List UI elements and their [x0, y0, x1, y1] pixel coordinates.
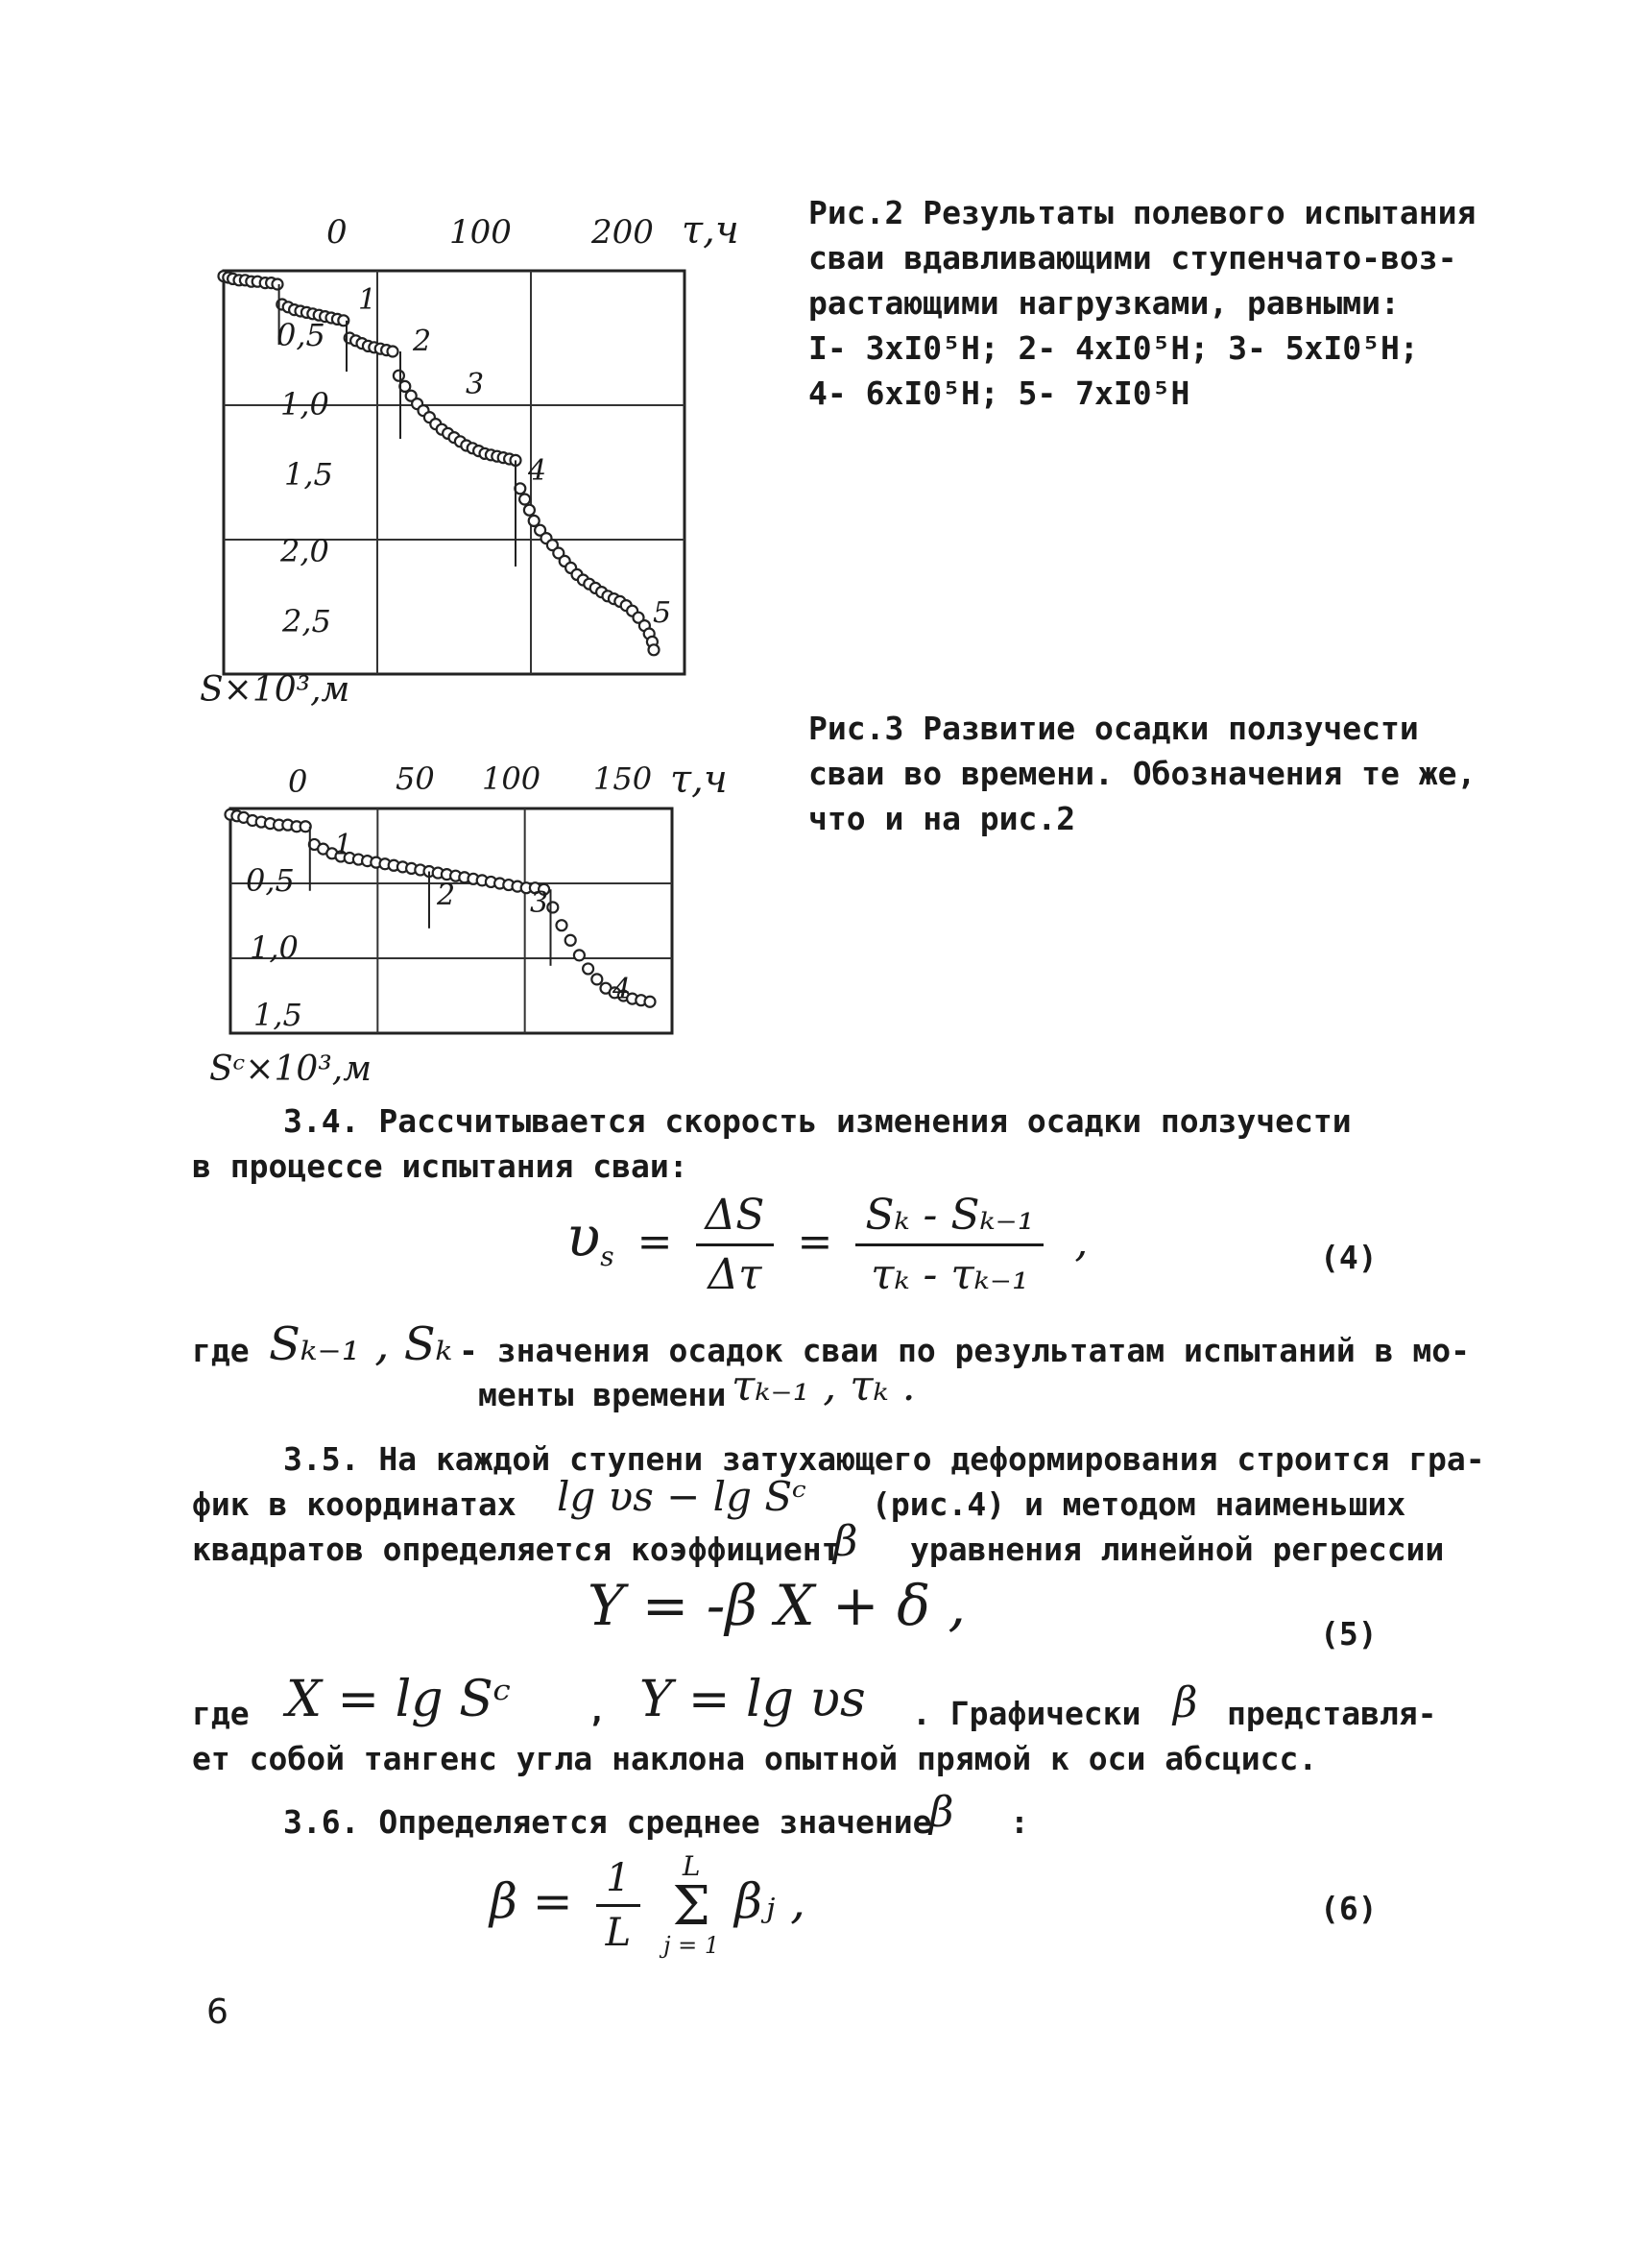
section-3-4-line-2: в процессе испытания сваи: — [192, 1147, 688, 1185]
equation-6-number: (6) — [1320, 1890, 1378, 1927]
figure-2-y-tick: 1,0 — [280, 386, 329, 422]
figure-3-data-point — [557, 920, 567, 930]
figure-2-y-tick: 2,0 — [280, 533, 329, 569]
figure-2-data-point — [519, 495, 530, 505]
where-4-symbols: Sₖ₋₁ , Sₖ — [269, 1317, 453, 1371]
figure-3-x-tick: 0 — [288, 763, 308, 800]
figure-3-data-point — [583, 963, 593, 974]
equation-5-number: (5) — [1320, 1615, 1378, 1653]
equation-4: $\upsilon_s$ = $\frac{\Delta S}{\Delta\tau}$ = $\frac{\text{Sₖ - Sₖ₋₁}}{\text{τₖ - τₖ₋₁}}$ , — [566, 1191, 1089, 1299]
section-3-5-line-2a: фик в координатах — [192, 1485, 516, 1523]
figure-2-x-tick: 0 — [326, 213, 348, 252]
section-3-5-coords: lg υs − lg Sᶜ — [557, 1473, 806, 1520]
eq6-sum-top: L — [682, 1850, 701, 1882]
figure-3-data-point — [565, 935, 576, 946]
where-5-text-a: . Графически — [912, 1695, 1141, 1732]
eq6-lhs: β = — [490, 1873, 573, 1929]
figure-2-data-point — [524, 505, 535, 516]
figure-3-y-axis-label: Sᶜ×10³,м — [209, 1050, 372, 1089]
section-3-6-beta: β — [929, 1788, 954, 1837]
figure-3-data-point — [591, 974, 602, 984]
caption-line: что и на рис.2 — [808, 800, 1076, 837]
caption-line: сваи вдавливающими ступенчато-воз- — [808, 239, 1457, 277]
figure-2-y-tick: 2,5 — [282, 603, 331, 639]
section-3-5-last-line: ет собой тангенс угла наклона опытной прямой к оси абсцисс. — [192, 1740, 1318, 1777]
eq4-den-1: Δτ — [708, 1250, 762, 1299]
eq4-den-2: τₖ - τₖ₋₁ — [871, 1250, 1029, 1299]
eq4-lhs: υ — [566, 1204, 601, 1269]
figure-3-caption — [808, 706, 1476, 841]
figure-3-y-tick: 1,0 — [250, 929, 299, 966]
caption-line: Рис.3 Развитие осадки ползучести — [808, 710, 1419, 747]
figure-2-x-tick: 100 — [449, 213, 512, 252]
where-5-y: Y = lg υs — [639, 1671, 866, 1728]
eq6-sum-sign: Σ — [672, 1875, 710, 1938]
figure-2-y-tick: 0,5 — [276, 317, 325, 353]
eq4-tail: , — [1074, 1218, 1089, 1267]
figure-3-x-axis-label: τ,ч — [670, 758, 728, 802]
figure-2-data-point — [394, 371, 404, 381]
eq4-num-1: ΔS — [696, 1191, 775, 1246]
figure-2-data-point — [649, 644, 660, 655]
where-5-beta: β — [1173, 1678, 1198, 1727]
figure-2-data-point — [273, 279, 283, 290]
figure-3-stage-label: 3 — [530, 886, 549, 920]
section-3-5-line-3b: уравнения линейной регрессии — [910, 1531, 1445, 1568]
figure-2-y-tick: 1,5 — [284, 456, 333, 493]
figure-3-x-tick: 100 — [482, 760, 541, 797]
caption-line: сваи во времени. Обозначения те же, — [808, 755, 1477, 792]
figure-2-stage-label: 3 — [466, 368, 485, 401]
eq4-fraction-1 — [696, 1191, 775, 1299]
eq6-den: L — [605, 1910, 632, 1955]
section-3-6-line-1a: 3.6. Определяется среднее значение — [283, 1803, 932, 1841]
figure-2-stage-label: 2 — [413, 325, 432, 358]
figure-3-data-point — [574, 950, 585, 960]
figure-2-data-point — [388, 347, 398, 357]
where-5-sep: , — [588, 1692, 607, 1729]
section-3-6-colon: : — [1010, 1803, 1029, 1841]
page-number: 6 — [206, 1992, 228, 2032]
caption-line: I- 3xI0⁵H; 2- 4xI0⁵H; 3- 5xI0⁵H; — [808, 329, 1419, 367]
figure-3-y-tick: 1,5 — [253, 997, 302, 1033]
equation-4-number: (4) — [1320, 1239, 1378, 1276]
section-3-5-line-2b: (рис.4) и методом наименьших — [872, 1485, 1406, 1523]
figure-3-stage-label: 2 — [437, 879, 456, 912]
figure-2-caption — [808, 190, 1476, 416]
where-4-prefix: где — [192, 1332, 250, 1369]
figure-3-y-tick: 0,5 — [246, 862, 295, 899]
where-5-prefix: где — [192, 1695, 250, 1732]
eq6-fraction — [596, 1856, 641, 1955]
figure-3-x-tick: 150 — [593, 760, 653, 797]
section-3-5-beta: β — [833, 1517, 858, 1566]
equation-5: Y = -β X + δ , — [588, 1573, 966, 1638]
eq4-fraction-2 — [855, 1191, 1044, 1299]
figure-2-x-axis-label: τ,ч — [682, 208, 739, 253]
caption-line: 4- 6xI0⁵H; 5- 7xI0⁵H — [808, 374, 1190, 412]
figure-2-stage-label: 4 — [528, 454, 547, 488]
figure-2-stage-label: 5 — [653, 596, 672, 630]
where-4-times: τₖ₋₁ , τₖ . — [732, 1362, 916, 1411]
figure-2-x-tick: 200 — [591, 213, 654, 252]
eq6-term: βⱼ , — [734, 1873, 805, 1929]
eq4-num-2: Sₖ - Sₖ₋₁ — [855, 1191, 1044, 1246]
section-3-5-line-3a: квадратов определяется коэффициент — [192, 1531, 841, 1568]
where-5-text-b: представля- — [1227, 1695, 1437, 1732]
equation-6 — [490, 1850, 805, 1959]
eq6-sum-bottom: j = 1 — [663, 1932, 720, 1959]
caption-line: Рис.2 Результаты полевого испытания — [808, 194, 1477, 231]
figure-3-stage-label: 4 — [612, 973, 632, 1006]
figure-3-data-point — [547, 902, 558, 912]
figure-2-y-axis-label: S×10³,м — [200, 670, 350, 710]
where-4-text: - значения осадок сваи по результатам испытаний в мо- — [459, 1332, 1470, 1369]
figure-2-chart — [182, 192, 778, 730]
figure-3-stage-label: 1 — [334, 829, 353, 862]
section-3-5-line-1: 3.5. На каждой ступени затухающего деформирования строится гра- — [283, 1440, 1485, 1478]
where-4-line-2: менты времени — [478, 1376, 727, 1413]
eq6-num: 1 — [596, 1856, 641, 1907]
caption-line: растающими нагрузками, равными: — [808, 284, 1400, 322]
figure-3-data-point — [645, 997, 656, 1007]
figure-2-stage-label: 1 — [358, 283, 377, 317]
eq4-lhs-sub: s — [600, 1240, 614, 1272]
eq6-sum — [663, 1850, 720, 1959]
section-3-4-line-1: 3.4. Рассчитывается скорость изменения осадки ползучести — [283, 1102, 1352, 1140]
figure-3-chart — [192, 749, 749, 1095]
where-5-x: X = lg Sᶜ — [286, 1671, 512, 1728]
figure-3-x-tick: 50 — [396, 760, 435, 797]
